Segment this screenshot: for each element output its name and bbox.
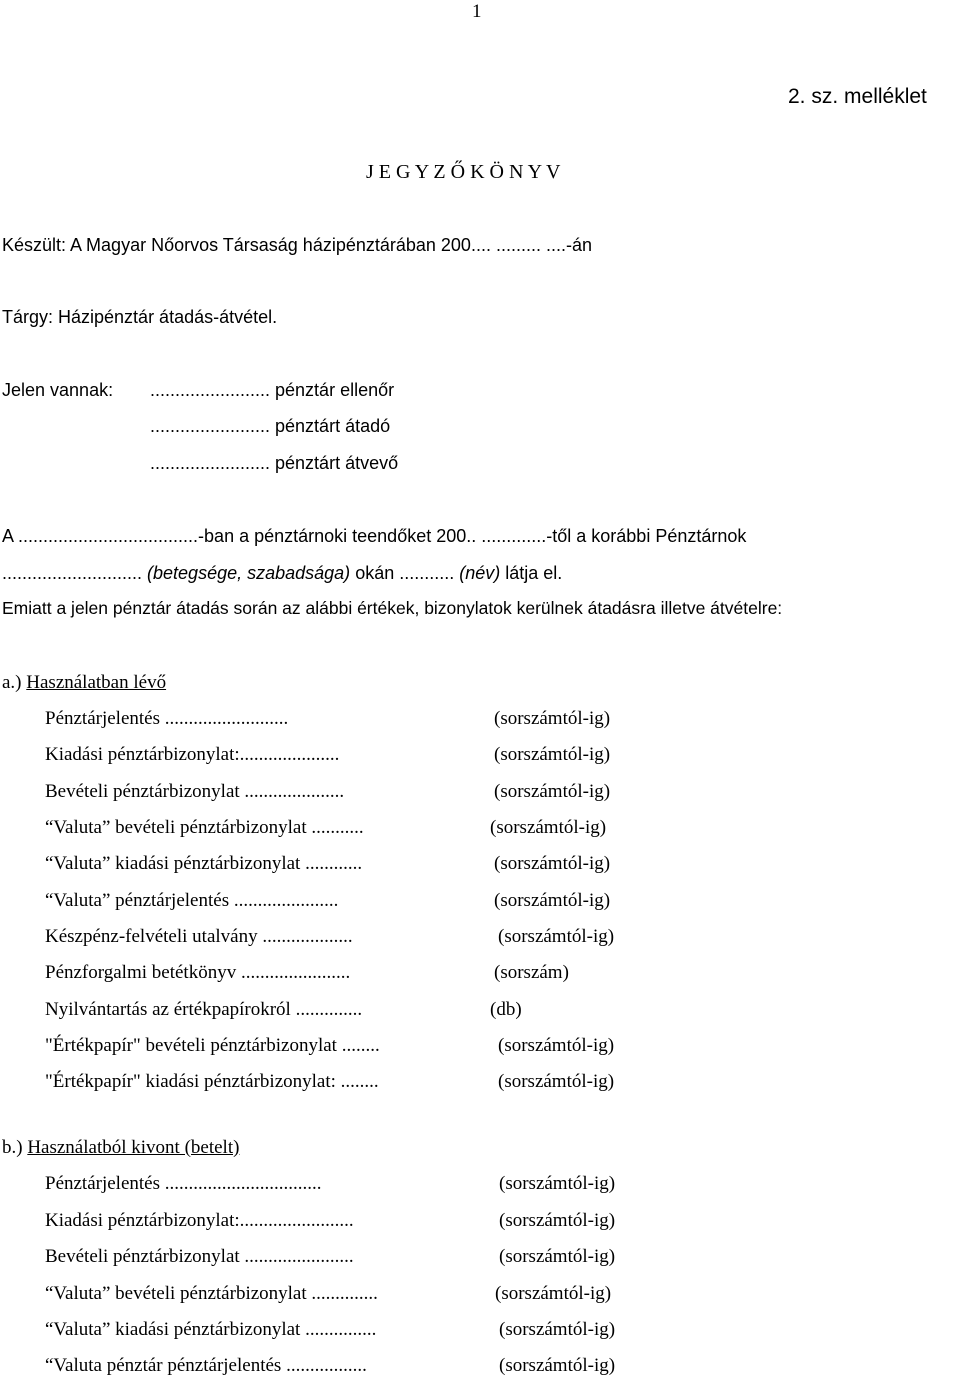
line-end: látja el. [500, 563, 563, 583]
reason-italic: (betegsége, szabadsága) [147, 563, 351, 583]
list-item-note: (sorszámtól-ig) [499, 1355, 616, 1376]
present-receiver: ........................ pénztárt átvevő [150, 453, 399, 473]
list-item: Bevételi pénztárbizonylat ..................... [45, 781, 345, 802]
present-controller: ........................ pénztár ellenőr [150, 380, 395, 400]
list-item: “Valuta” bevételi pénztárbizonylat ........... [45, 817, 364, 838]
list-item-note: (db) [490, 999, 522, 1020]
list-item-note: (sorszámtól-ig) [494, 708, 611, 729]
section-a-title: Használatban lévő [26, 672, 167, 693]
list-item: “Valuta” kiadási pénztárbizonylat ............ [45, 853, 363, 874]
list-item-note: (sorszámtól-ig) [499, 1319, 616, 1340]
paragraph-line-1: A ....................................-ban a pénztárnoki teendőket 200.. .............-től a korábbi Pénztárnok [2, 526, 747, 546]
list-item: “Valuta pénztár pénztárjelentés ................. [45, 1355, 367, 1376]
present-label: Jelen vannak: [2, 380, 114, 400]
list-item-note: (sorszámtól-ig) [499, 1173, 616, 1194]
list-item-note: (sorszámtól-ig) [495, 1283, 612, 1304]
list-item-note: (sorszámtól-ig) [499, 1246, 616, 1267]
subject-line: Tárgy: Házipénztár átadás-átvétel. [2, 307, 278, 327]
list-item: Pénzforgalmi betétkönyv ....................... [45, 962, 351, 983]
list-item-note: (sorszámtól-ig) [494, 890, 611, 911]
list-item: "Értékpapír" bevételi pénztárbizonylat ........ [45, 1035, 380, 1056]
list-item-note: (sorszámtól-ig) [494, 853, 611, 874]
list-item-note: (sorszámtól-ig) [499, 1210, 616, 1231]
document-title: J E G Y Z Ő K Ö N Y V [366, 161, 561, 183]
section-a-heading [2, 673, 166, 692]
list-item-note: (sorszámtól-ig) [494, 744, 611, 765]
list-item-note: (sorszámtól-ig) [494, 781, 611, 802]
list-item-note: (sorszámtól-ig) [498, 1035, 615, 1056]
present-handover: ........................ pénztárt átadó [150, 416, 391, 436]
annex-label: 2. sz. melléklet [788, 85, 927, 108]
list-item: “Valuta” bevételi pénztárbizonylat .............. [45, 1283, 378, 1304]
list-item: Bevételi pénztárbizonylat ....................... [45, 1246, 354, 1267]
section-a-prefix: a.) [2, 672, 27, 693]
name-italic: (név) [459, 563, 501, 583]
list-item: Pénztárjelentés .......................... [45, 708, 289, 729]
section-b-title: Használatból kivont (betelt) [27, 1137, 240, 1158]
reason-suffix: okán ........... [350, 563, 460, 583]
list-item-note: (sorszámtól-ig) [490, 817, 607, 838]
list-item-note: (sorszám) [494, 962, 569, 983]
list-item: Kiadási pénztárbizonylat:..................... [45, 744, 340, 765]
section-b-heading [2, 1138, 239, 1157]
list-item: Nyilvántartás az értékpapírokról .............. [45, 999, 363, 1020]
paragraph-line-2 [2, 564, 562, 582]
dotted-blank: ............................ [2, 563, 148, 583]
list-item: “Valuta” pénztárjelentés ...................... [45, 890, 339, 911]
section-b-prefix: b.) [2, 1137, 28, 1158]
list-item-note: (sorszámtól-ig) [498, 1071, 615, 1092]
list-item-note: (sorszámtól-ig) [498, 926, 615, 947]
prepared-line: Készült: A Magyar Nőorvos Társaság házipénztárában 200.... ......... ....-án [2, 235, 592, 255]
paragraph-line-3: Emiatt a jelen pénztár átadás során az alábbi értékek, bizonylatok kerülnek átadásra illetve átvételre: [2, 598, 783, 618]
page-number: 1 [472, 1, 482, 22]
list-item: Pénztárjelentés ................................. [45, 1173, 322, 1194]
list-item: “Valuta” kiadási pénztárbizonylat ............... [45, 1319, 377, 1340]
list-item: "Értékpapír" kiadási pénztárbizonylat: ........ [45, 1071, 379, 1092]
list-item: Kiadási pénztárbizonylat:........................ [45, 1210, 354, 1231]
list-item: Készpénz-felvételi utalvány ................... [45, 926, 353, 947]
